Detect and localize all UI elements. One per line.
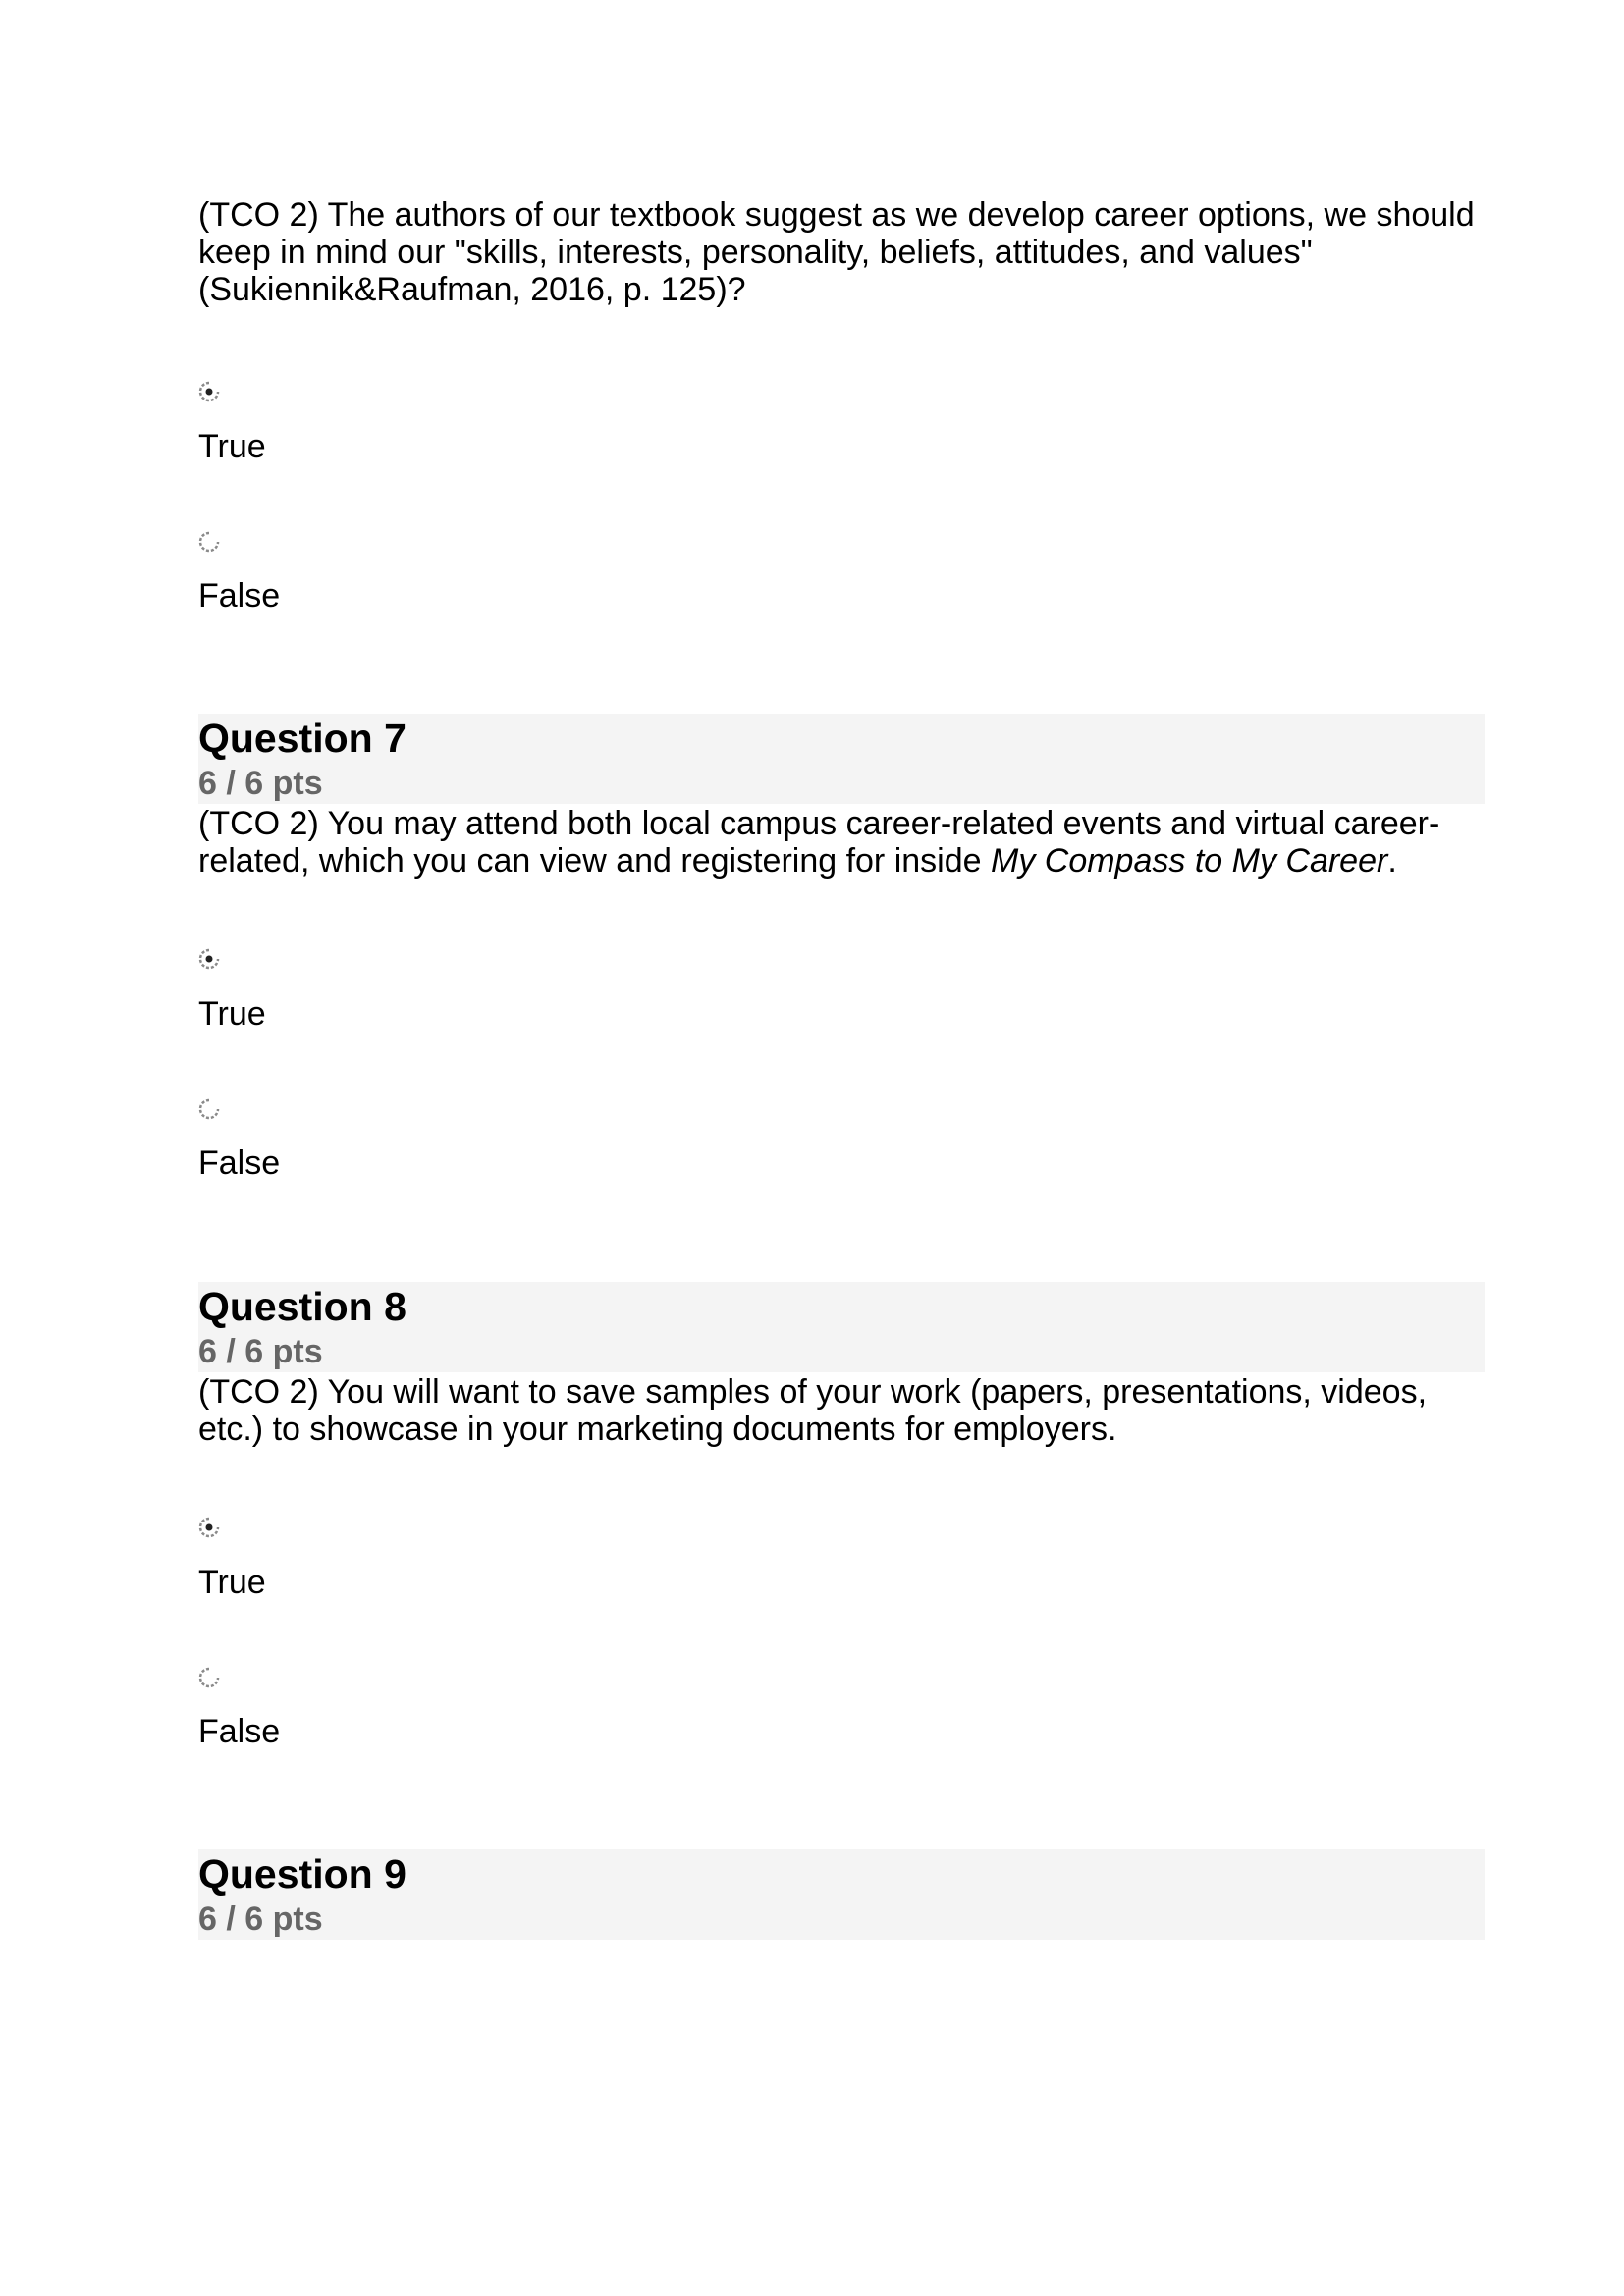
radio-unselected-icon[interactable] [198, 1667, 218, 1686]
question-7-header [198, 714, 1485, 804]
question-8-option-false-label: False [198, 1713, 281, 1750]
question-6-option-false-label: False [198, 577, 281, 614]
question-8-points: 6 / 6 pts [198, 1333, 323, 1370]
question-7-points: 6 / 6 pts [198, 765, 323, 802]
radio-unselected-icon[interactable] [198, 1098, 218, 1118]
question-7-title: Question 7 [198, 716, 406, 761]
question-6-option-true[interactable] [198, 381, 218, 400]
question-8-option-false[interactable] [198, 1667, 218, 1686]
question-7-option-false-label: False [198, 1145, 281, 1182]
question-8-title: Question 8 [198, 1284, 406, 1329]
question-8-option-true-label: True [198, 1564, 266, 1601]
question-6-text: (TCO 2) The authors of our textbook suggest as we develop career options, we should keep in mind our "skills, interests, personality, beliefs, attitudes, and values" (Sukiennik&Raufman, 2016, p. 125)? [198, 196, 1475, 308]
radio-selected-icon[interactable] [198, 381, 218, 400]
question-9-title: Question 9 [198, 1851, 406, 1896]
question-9-header [198, 1849, 1485, 1940]
radio-selected-icon[interactable] [198, 948, 218, 968]
question-7-option-false[interactable] [198, 1098, 218, 1118]
radio-selected-icon[interactable] [198, 1517, 218, 1536]
radio-unselected-icon[interactable] [198, 531, 218, 551]
question-8-option-true[interactable] [198, 1517, 218, 1536]
question-6-option-true-label: True [198, 428, 266, 465]
question-8-text: (TCO 2) You will want to save samples of your work (papers, presentations, videos, etc.) to showcase in your marketing documents for employers. [198, 1373, 1428, 1448]
question-7-text-end: . [1387, 842, 1397, 880]
question-7-option-true[interactable] [198, 948, 218, 968]
question-8-header [198, 1282, 1485, 1372]
question-7-option-true-label: True [198, 995, 266, 1033]
question-6-option-false[interactable] [198, 531, 218, 551]
question-7-text [198, 805, 1485, 880]
question-7-text-main: (TCO 2) You may attend both local campus career-related events and virtual career-related, which you can view and registering for inside [198, 805, 1440, 880]
question-9-points: 6 / 6 pts [198, 1900, 323, 1938]
question-7-text-italic: My Compass to My Career [991, 842, 1388, 880]
